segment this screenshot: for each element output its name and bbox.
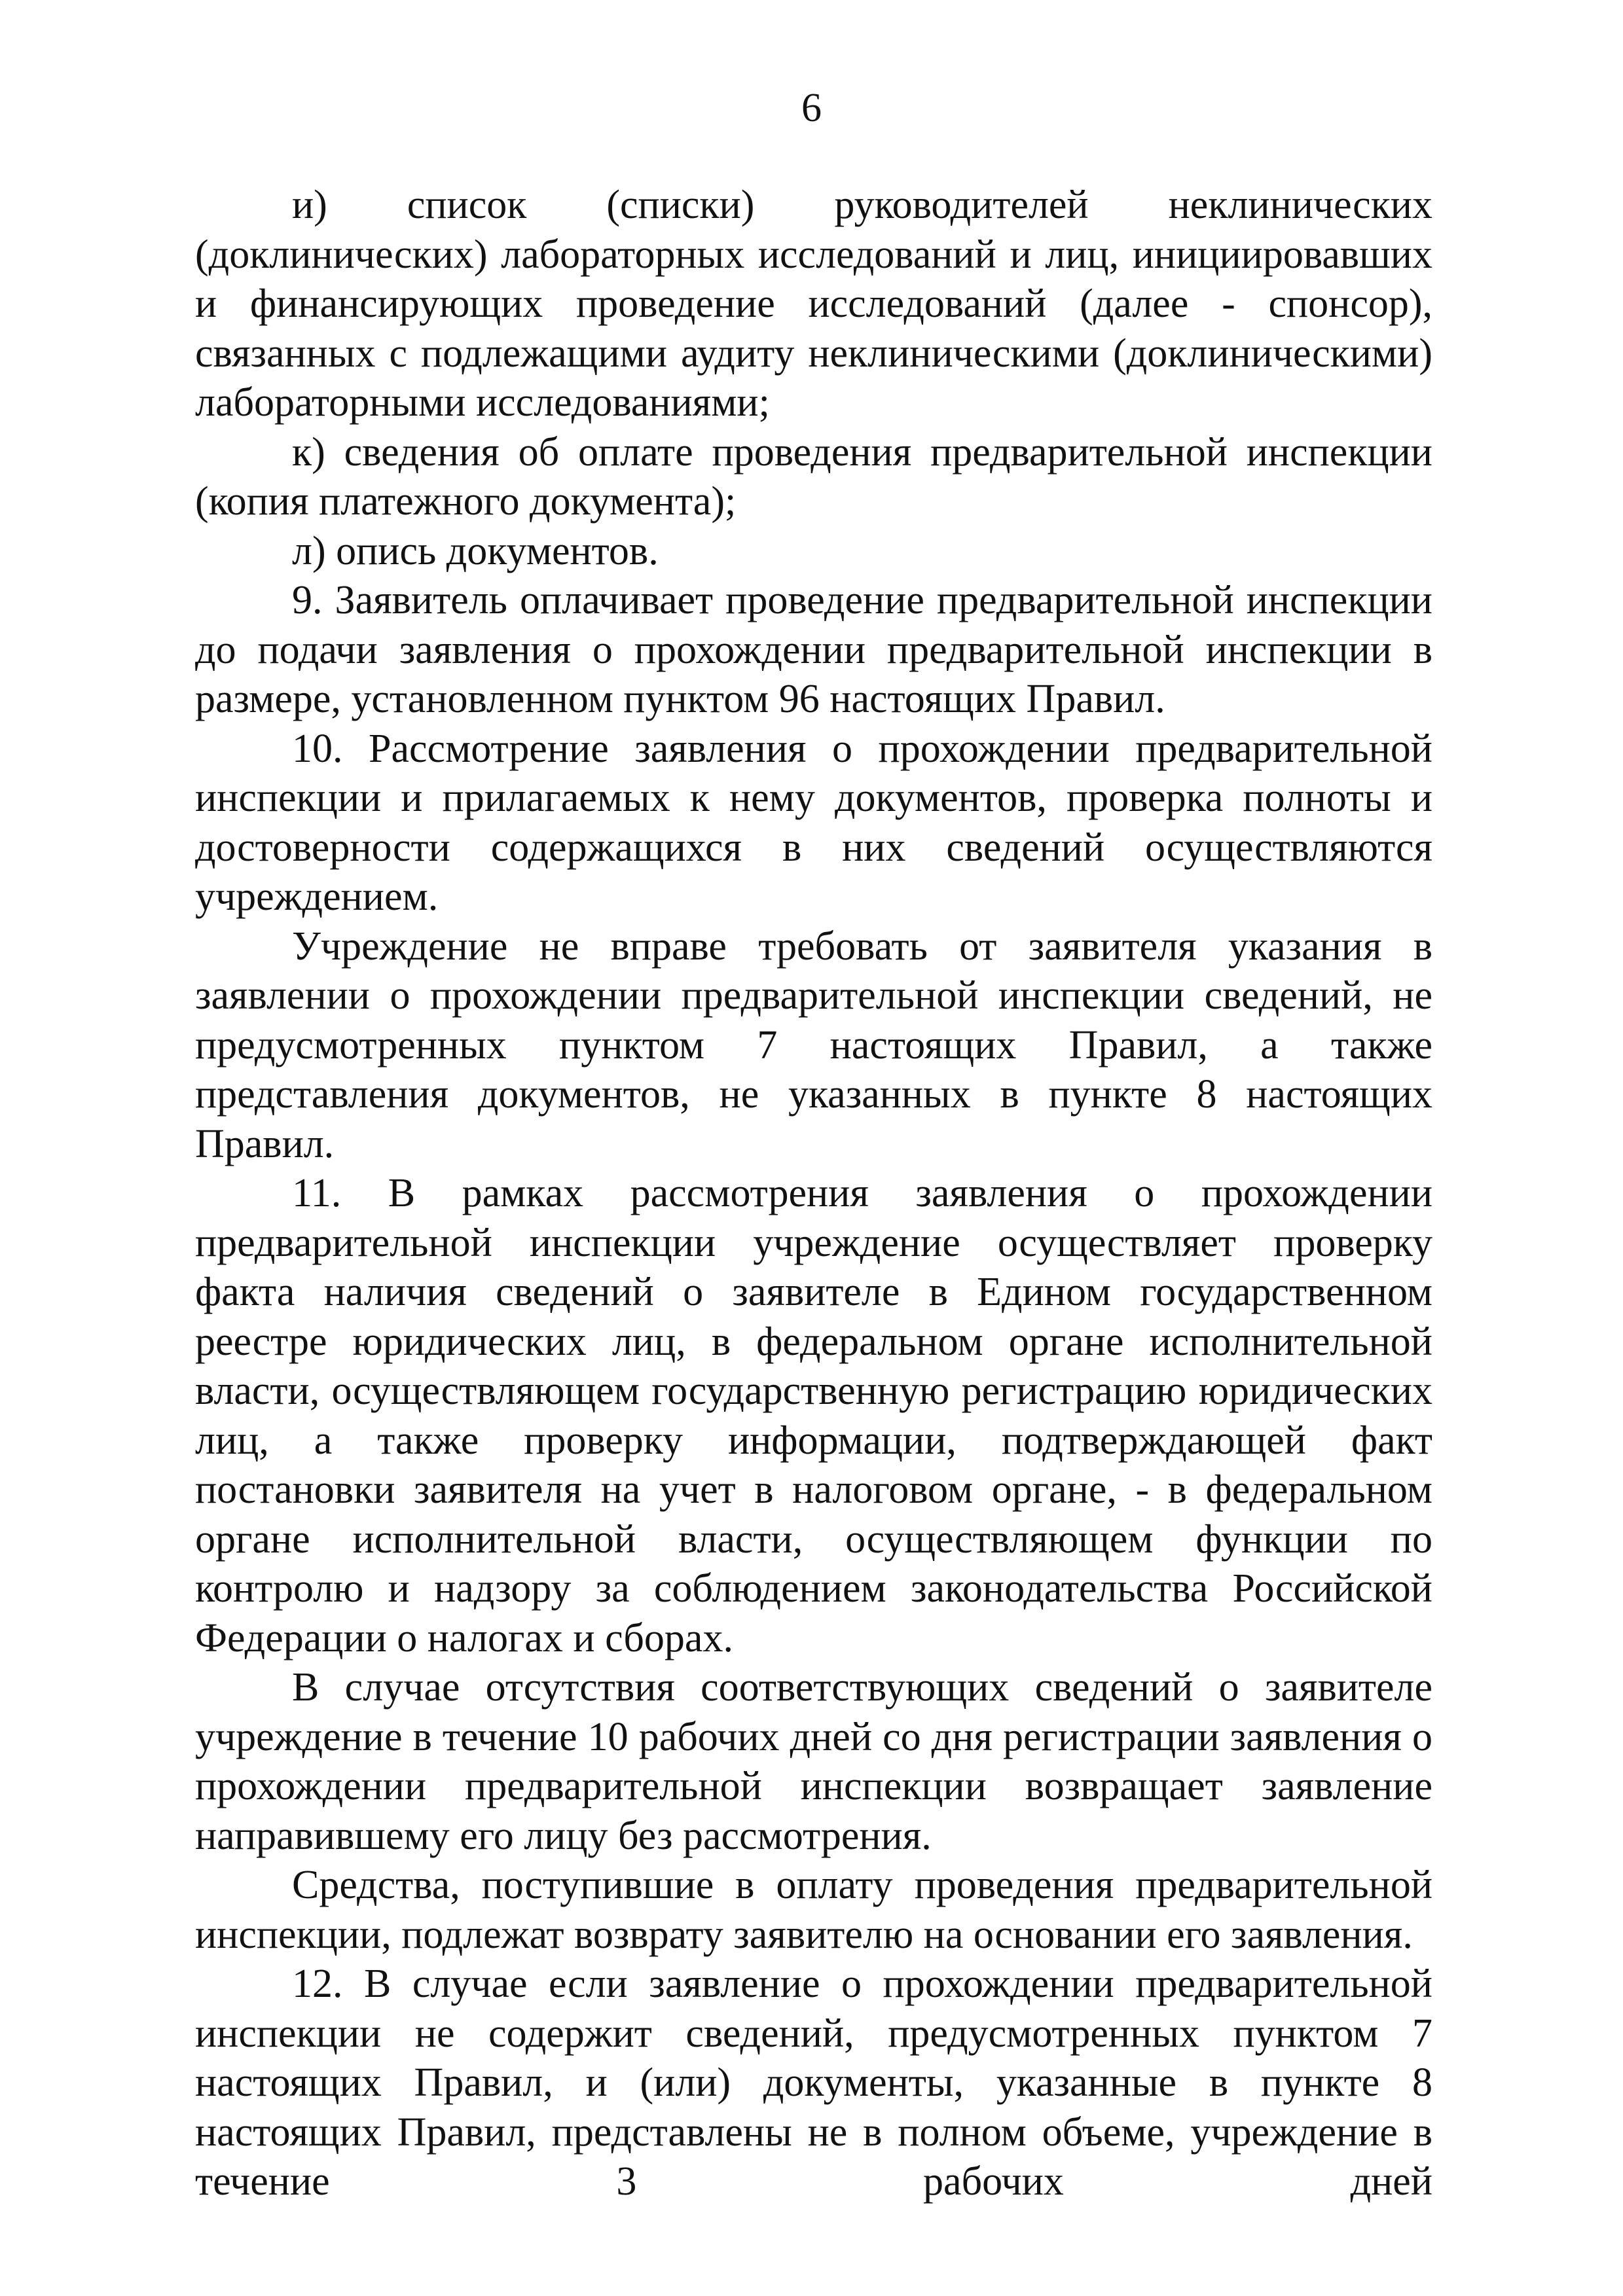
paragraph-clause-10-restriction: Учреждение не вправе требовать от заявителя указания в заявлении о прохождении предварительной инспекции сведений, не предусмотренных пунктом 7 настоящих Правил, а также представления документов, не указанных в пункте 8 настоящих Правил.	[195, 924, 1432, 1166]
page-number: 6	[801, 86, 822, 130]
paragraph-clause-9: 9. Заявитель оплачивает проведение предварительной инспекции до подачи заявления о прохождении предварительной инспекции в размере, установленном пунктом 96 настоящих Правил.	[195, 578, 1432, 721]
document-body	[195, 181, 1432, 2207]
paragraph-item-k: к) сведения об оплате проведения предварительной инспекции (копия платежного документа);	[195, 429, 1432, 524]
paragraph-item-l: л) опись документов.	[292, 528, 659, 573]
paragraph-item-i: и) список (списки) руководителей неклинических (доклинических) лабораторных исследований и лиц, инициировавших и финансирующих проведение исследований (далее - спонсор), связанных с подлежащими аудиту неклиническими (доклиническими) лабораторными исследованиями;	[195, 183, 1432, 425]
paragraph-clause-11-refund: Средства, поступившие в оплату проведения предварительной инспекции, подлежат возврату заявителю на основании его заявления.	[195, 1863, 1432, 1957]
paragraph-clause-12: 12. В случае если заявление о прохождении предварительной инспекции не содержит сведений, предусмотренных пунктом 7 настоящих Правил, и (или) документы, указанные в пункте 8 настоящих Правил, представлены не в полном объеме, учреждение в течение 3 рабочих дней	[195, 1962, 1432, 2204]
paragraph-clause-11-absence: В случае отсутствия соответствующих сведений о заявителе учреждение в течение 10 рабочих дней со дня регистрации заявления о прохождении предварительной инспекции возвращает заявление направившему его лицу без рассмотрения.	[195, 1665, 1432, 1858]
paragraph-clause-10: 10. Рассмотрение заявления о прохождении предварительной инспекции и прилагаемых к нему документов, проверка полноты и достоверности содержащихся в них сведений осуществляются учреждением.	[195, 726, 1432, 919]
paragraph-clause-11: 11. В рамках рассмотрения заявления о прохождении предварительной инспекции учреждение осуществляет проверку факта наличия сведений о заявителе в Едином государственном реестре юридических лиц, в федеральном органе исполнительной власти, осуществляющем государственную регистрацию юридических лиц, а также проверку информации, подтверждающей факт постановки заявителя на учет в налоговом органе, - в федеральном органе исполнительной власти, осуществляющем функции по контролю и надзору за соблюдением законодательства Российской Федерации о налогах и сборах.	[195, 1171, 1432, 1660]
